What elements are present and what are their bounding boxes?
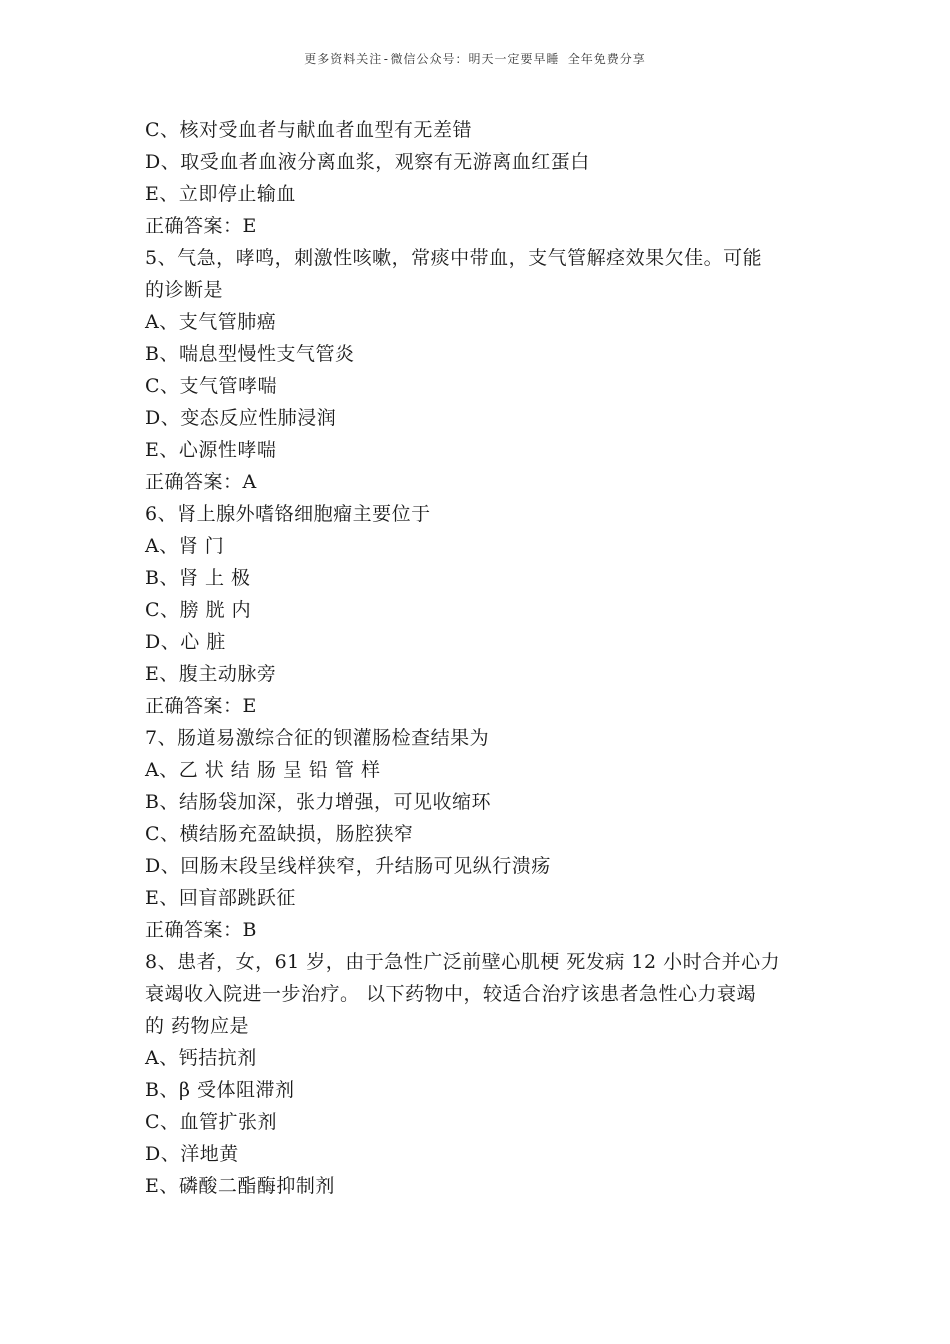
option-d-q6: D、心 脏	[145, 631, 226, 653]
question-8-line-2: 衰竭收入院进一步治疗。 以下药物中，较适合治疗该患者急性心力衰竭	[145, 983, 757, 1005]
question-5-line-1: 5、气急，哮鸣，刺激性咳嗽，常痰中带血，支气管解痉效果欠佳。可能	[145, 247, 763, 269]
option-b-q5: B、喘息型慢性支气管炎	[145, 343, 355, 365]
question-5-line-2: 的诊断是	[145, 279, 224, 301]
answer-q7: 正确答案：B	[145, 919, 257, 941]
option-d-q7: D、回肠末段呈线样狭窄，升结肠可见纵行溃疡	[145, 855, 551, 877]
option-c-q6: C、膀 胱 内	[145, 599, 252, 621]
option-e-q8: E、磷酸二酯酶抑制剂	[145, 1175, 335, 1197]
document-body	[145, 114, 815, 1202]
option-b-q7: B、结肠袋加深，张力增强，可见收缩环	[145, 791, 491, 813]
option-b-q6: B、肾 上 极	[145, 567, 251, 589]
answer-q5: 正确答案：A	[145, 471, 257, 493]
option-c-q5: C、支气管哮喘	[145, 375, 278, 397]
option-d-q8: D、洋地黄	[145, 1143, 239, 1165]
question-8-line-3: 的 药物应是	[145, 1015, 250, 1037]
option-a-q6: A、肾 门	[145, 535, 225, 557]
option-d-q4: D、取受血者血液分离血浆，观察有无游离血红蛋白	[145, 151, 590, 173]
answer-q6: 正确答案：E	[145, 695, 257, 717]
option-e-q7: E、回盲部跳跃征	[145, 887, 296, 909]
option-a-q5: A、支气管肺癌	[145, 311, 277, 333]
option-e-q6: E、腹主动脉旁	[145, 663, 277, 685]
option-c-q7: C、横结肠充盈缺损，肠腔狭窄	[145, 823, 414, 845]
answer-q4: 正确答案：E	[145, 215, 257, 237]
option-a-q7: A、乙 状 结 肠 呈 铅 管 样	[145, 759, 381, 781]
question-7: 7、肠道易激综合征的钡灌肠检查结果为	[145, 727, 490, 749]
option-a-q8: A、钙拮抗剂	[145, 1047, 257, 1069]
question-8-line-1: 8、患者，女，61 岁，由于急性广泛前壁心肌梗 死发病 12 小时合并心力	[145, 951, 781, 973]
option-c-q4: C、核对受血者与献血者血型有无差错	[145, 119, 473, 141]
option-d-q5: D、变态反应性肺浸润	[145, 407, 337, 429]
option-c-q8: C、血管扩张剂	[145, 1111, 278, 1133]
question-6: 6、肾上腺外嗜铬细胞瘤主要位于	[145, 503, 431, 525]
option-e-q5: E、心源性哮喘	[145, 439, 277, 461]
option-e-q4: E、立即停止输血	[145, 183, 296, 205]
option-b-q8: B、β 受体阻滞剂	[145, 1079, 295, 1101]
page-header: 更多资料关注-微信公众号：明天一定要早睡 全年免费分享	[304, 52, 646, 66]
